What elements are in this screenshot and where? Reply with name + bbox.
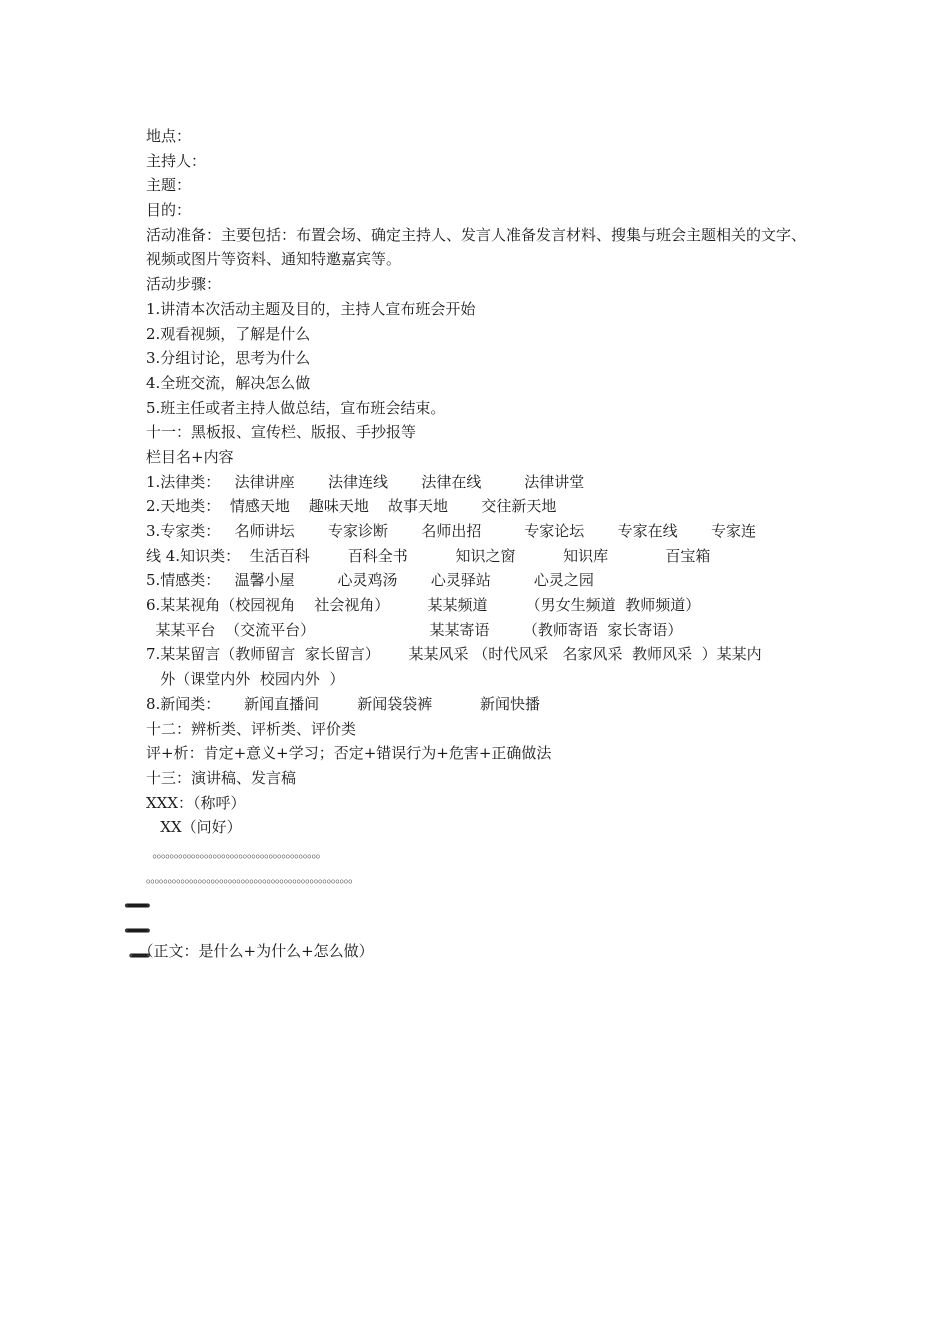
column-name-line: 栏目名+内容: [146, 447, 234, 466]
category-law: 1.法律类： 法律讲座 法律连线 法律在线 法律讲堂: [146, 472, 585, 491]
salutation-line: XXX：（称呼）: [146, 793, 246, 812]
dot-line-4: [146, 914, 846, 939]
step-1: 1.讲清本次活动主题及目的，主持人宣布班会开始: [146, 299, 476, 318]
dot-run-2: 。。。。。。。。。。。。。。。。。。。。。。。。。。。。。。。。。。。。。。。。。。。。。。。。: [146, 870, 359, 885]
step-5: 5.班主任或者主持人做总结，宣布班会结束。: [146, 398, 446, 417]
category-news: 8.新闻类： 新闻直播间 新闻袋袋裤 新闻快播: [146, 694, 540, 713]
category-world: 2.天地类： 情感天地 趣味天地 故事天地 交往新天地: [146, 497, 557, 516]
theme-line: 主题：: [146, 176, 192, 195]
step-4: 4.全班交流，解决怎么做: [146, 373, 311, 392]
step-2: 2.观看视频，了解是什么: [146, 324, 311, 343]
category-message-cont: 外（课堂内外 校园内外 ）: [146, 670, 345, 689]
activity-steps-heading: 活动步骤：: [146, 275, 222, 294]
section-13-heading: 十三：演讲稿、发言稿: [146, 768, 297, 787]
category-perspective: 6.某某视角（校园视角 社会视角） 某某频道 （男女生频道 教师频道）: [146, 596, 701, 615]
category-emotion: 5.情感类： 温馨小屋 心灵鸡汤 心灵驿站 心灵之园: [146, 571, 594, 590]
section-12-heading: 十二：辨析类、评析类、评价类: [146, 719, 357, 738]
category-expert: 3.专家类： 名师讲坛 专家诊断 名师出招 专家论坛 专家在线 专家连: [146, 522, 757, 541]
host-line: 主持人：: [146, 151, 207, 170]
review-analysis-line: 评+析：肯定+意义+学习；否定+错误行为+危害+正确做法: [146, 744, 552, 763]
step-3: 3.分组讨论，思考为什么: [146, 349, 311, 368]
purpose-line: 目的：: [146, 201, 192, 220]
body-text-label: （正文：是什么+为什么+怎么做）: [146, 941, 374, 960]
greeting-line: XX（问好）: [146, 818, 242, 837]
body-text-line: [146, 939, 846, 964]
dot-line-1: [146, 840, 846, 865]
location-line: 地点：: [146, 127, 192, 145]
activity-prep-paragraph: 活动准备：主要包括：布置会场、确定主持人、发言人准备发言材料、搜集与班会主题相关的文字、视频或图片等资料、通知特邀嘉宾等。: [146, 225, 807, 269]
document-body: [146, 124, 846, 963]
dot-line-2: [146, 865, 846, 890]
dot-run-1: 。。。。。。。。。。。。。。。。。。。。。。。。。。。。。。。。。。。。。。。: [146, 845, 327, 860]
section-11-heading: 十一：黑板报、宣传栏、版报、手抄报等: [146, 423, 417, 442]
category-platform: 某某平台 （交流平台） 某某寄语 （教师寄语 家长寄语）: [146, 620, 683, 639]
category-message: 7.某某留言（教师留言 家长留言） 某某风采 （时代风采 名家风采 教师风采 ）某某内: [146, 645, 762, 664]
dot-line-3: [146, 889, 846, 914]
category-knowledge: 线 4.知识类： 生活百科 百科全书 知识之窗 知识库 百宝箱: [146, 546, 711, 565]
